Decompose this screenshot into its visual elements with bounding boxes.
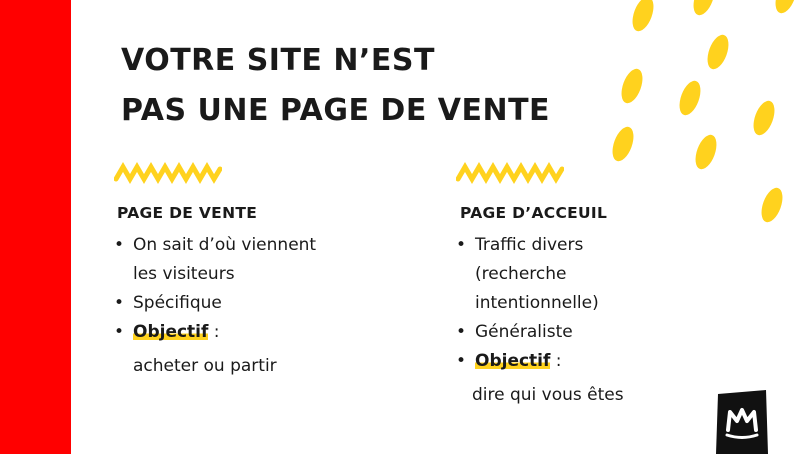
list-item [114,231,316,289]
list-item-text: • Spécifique [133,293,222,313]
right-column-heading: PAGE D’ACCEUIL [460,204,608,222]
red-side-band [0,0,71,454]
list-item-text: les visiteurs [133,264,235,284]
list-item-text: (recherche [475,264,567,284]
left-column-heading: PAGE DE VENTE [117,204,258,222]
list-item [456,347,599,376]
left-objective-text: acheter ou partir [133,356,277,376]
list-item-text: • Traffic divers [475,235,584,255]
objective-label: Objectif [133,322,209,342]
list-item-text: • On sait d’où viennent [133,235,317,255]
title-line-2: PAS UNE PAGE DE VENTE [121,93,551,128]
list-item [456,318,599,347]
crown-m-logo-icon [716,390,768,454]
list-item [114,289,316,318]
left-column-list [114,231,316,347]
zigzag-underline-icon [114,162,222,184]
right-column-list [456,231,599,376]
page-title [121,36,550,136]
title-line-1: VOTRE SITE N’EST [121,43,435,78]
list-item-text: • Généraliste [475,322,573,342]
right-objective-text: dire qui vous êtes [472,385,624,405]
zigzag-underline-icon [456,162,564,184]
objective-colon: : [208,322,220,342]
list-item [114,318,316,347]
objective-colon: : [550,351,562,371]
objective-label: Objectif [475,351,551,371]
list-item [456,231,599,318]
list-item-text: intentionnelle) [475,293,599,313]
